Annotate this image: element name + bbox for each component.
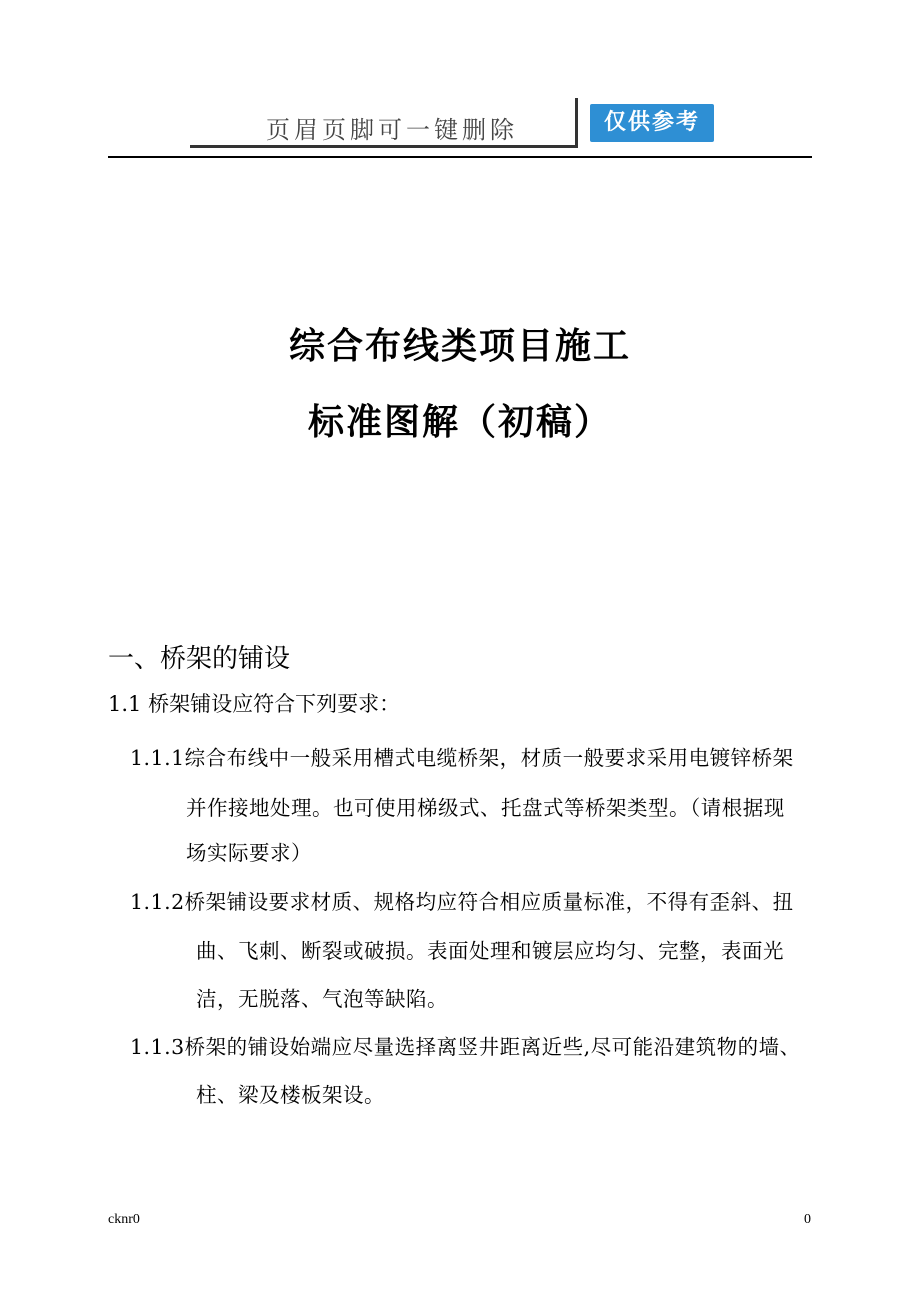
header-text: 页眉页脚可一键删除	[266, 116, 518, 144]
document-title-line2: 标准图解（初稿）	[307, 402, 612, 443]
item-2-line-2: 曲、飞刺、断裂或破损。表面处理和镀层应均匀、完整，表面光	[196, 939, 784, 963]
item-1-line-2: 并作接地处理。也可使用梯级式、托盘式等桥架类型。（请根据现	[186, 796, 785, 820]
header-rule	[108, 156, 812, 158]
page-number: 0	[804, 1212, 811, 1227]
header-underline	[190, 145, 578, 148]
item-2-line-1: 1.1.2桥架铺设要求材质、规格均应符合相应质量标准，不得有歪斜、扭	[130, 890, 794, 914]
document-title-line1: 综合布线类项目施工	[288, 326, 631, 367]
item-3-line-1: 1.1.3桥架的铺设始端应尽量选择离竖井距离近些,尽可能沿建筑物的墙、	[130, 1035, 801, 1059]
section-heading: 一、桥架的铺设	[108, 644, 291, 674]
item-1-line-1: 1.1.1综合布线中一般采用槽式电缆桥架，材质一般要求采用电镀锌桥架	[130, 746, 794, 770]
item-1-line-3: 场实际要求）	[186, 841, 312, 865]
subsection-heading: 1.1 桥架铺设应符合下列要求：	[108, 692, 401, 716]
reference-badge	[590, 104, 714, 142]
header-banner	[190, 96, 724, 152]
footer-left-text: cknr0	[108, 1212, 140, 1227]
reference-badge-label: 仅供参考	[603, 110, 700, 135]
item-3-line-2: 柱、梁及楼板架设。	[196, 1083, 385, 1107]
item-2-line-3: 洁，无脱落、气泡等缺陷。	[196, 987, 448, 1011]
header-divider	[575, 98, 578, 148]
